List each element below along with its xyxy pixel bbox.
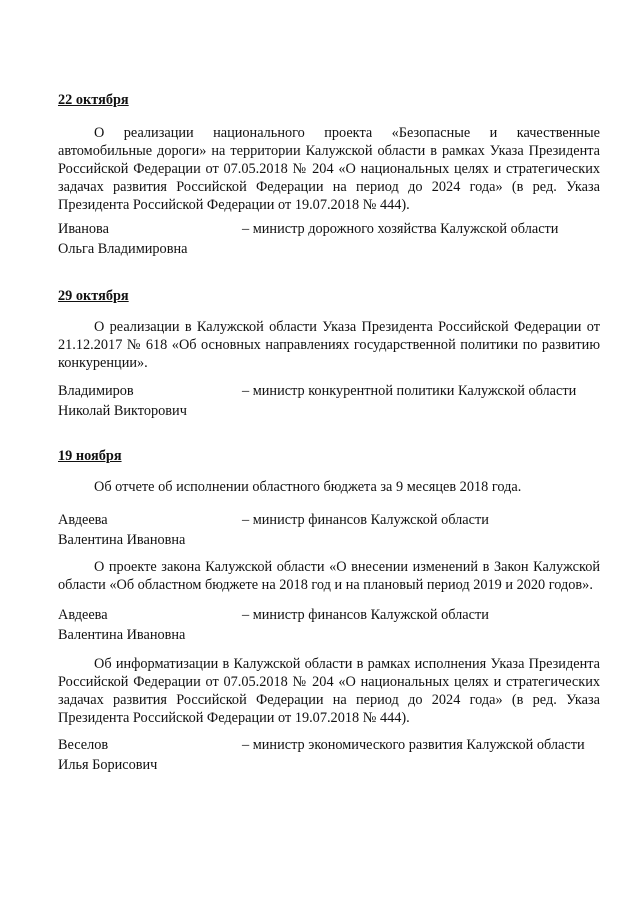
speaker-name	[58, 381, 238, 421]
speaker-name	[58, 735, 238, 775]
speaker-role: – министр дорожного хозяйства Калужской области	[242, 221, 559, 237]
speaker-surname: Иванова	[58, 221, 109, 237]
agenda-item-text: О проекте закона Калужской области «О внесении изменений в Закон Калужской области «Об областном бюджете на 2018 год и на плановый период 2019 и 2020 годов».	[58, 559, 600, 593]
speaker-given-name: Валентина Ивановна	[58, 627, 186, 643]
speaker-surname: Веселов	[58, 737, 109, 753]
agenda-item-text: Об информатизации в Калужской области в рамках исполнения Указа Президента Российской Федерации от 07.05.2018 № 204 «О национальных целях и стратегических задачах развития Российской Федерации на период до 2024 года» (в ред. Указа Президента Российской Федерации от 19.07.2018 № 444).	[58, 656, 600, 726]
speaker-role: – министр финансов Калужской области	[242, 512, 489, 528]
agenda-item-text: О реализации в Калужской области Указа Президента Российской Федерации от 21.12.2017 № 618 «Об основных направлениях государственной политики по развитию конкуренции».	[58, 319, 600, 371]
speaker-given-name: Илья Борисович	[58, 757, 158, 773]
speaker-surname: Авдеева	[58, 512, 108, 528]
speaker-role: – министр финансов Калужской области	[242, 607, 489, 623]
speaker-name	[58, 510, 238, 550]
speaker-given-name: Николай Викторович	[58, 403, 187, 419]
speaker-surname: Владимиров	[58, 383, 134, 399]
speaker-surname: Авдеева	[58, 607, 108, 623]
speaker-name	[58, 605, 238, 645]
section-date: 29 октября	[58, 288, 129, 304]
section-date: 19 ноября	[58, 448, 122, 464]
speaker-role: – министр экономического развития Калужской области	[242, 737, 585, 753]
speaker-role: – министр конкурентной политики Калужской области	[242, 383, 577, 399]
section-date: 22 октября	[58, 92, 129, 108]
speaker-name	[58, 219, 238, 259]
agenda-item-text: О реализации национального проекта «Безопасные и качественные автомобильные дороги» на территории Калужской области в рамках Указа Президента Российской Федерации от 07.05.2018 № 204 «О национальных целях и стратегических задачах развития Российской Федерации на период до 2024 года» (в ред. Указа Президента Российской Федерации от 19.07.2018 № 444).	[58, 125, 600, 213]
speaker-given-name: Ольга Владимировна	[58, 241, 188, 257]
speaker-given-name: Валентина Ивановна	[58, 532, 186, 548]
agenda-item-text: Об отчете об исполнении областного бюджета за 9 месяцев 2018 года.	[94, 479, 522, 495]
